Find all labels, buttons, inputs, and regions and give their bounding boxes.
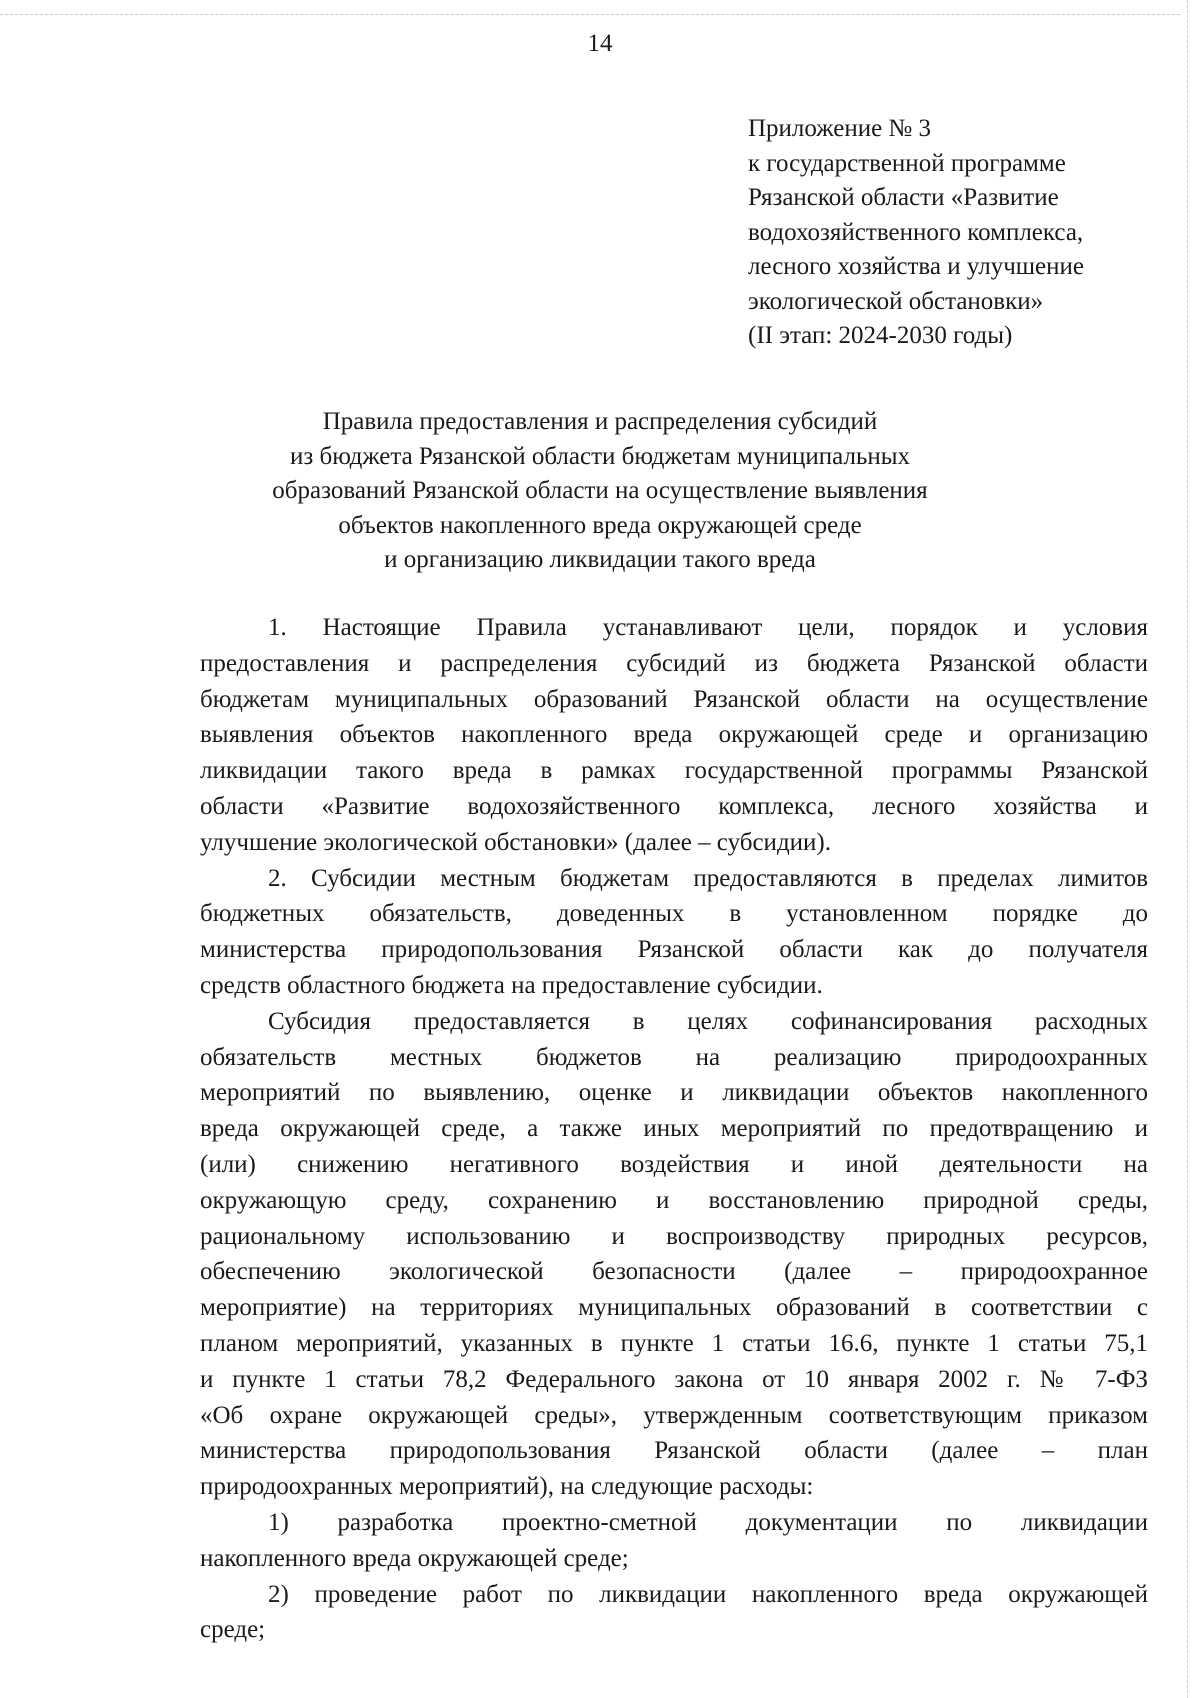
scan-edge-top [0,14,1180,15]
paragraph-1-line: бюджетам муниципальных образований Рязанской области на осуществление [200,685,1148,713]
title-line: образований Рязанской области на осуществление выявления [272,477,928,504]
title-line: объектов накопленного вреда окружающей среде [338,511,862,539]
paragraph-3-line: «Об охране окружающей среды», утвержденным соответствующим приказом [200,1401,1148,1429]
appendix-line: лесного хозяйства и улучшение [748,253,1084,280]
body-text [200,610,1148,1648]
paragraph-2-line: 2. Субсидии местным бюджетам предоставляются в пределах лимитов [268,864,1148,892]
page-number: 14 [587,30,613,57]
paragraph-3-line: министерства природопользования Рязанской области (далее – план [200,1437,1148,1465]
document-title [200,405,1000,578]
paragraph-1-line: области «Развитие водохозяйственного комплекса, лесного хозяйства и [200,792,1148,820]
paragraph-3-line: и пункте 1 статьи 78,2 Федерального закона от 10 января 2002 г. № 7-ФЗ [200,1365,1148,1393]
appendix-line: экологической обстановки» [748,287,1044,315]
appendix-header [748,112,1168,354]
appendix-line: (II этап: 2024-2030 годы) [748,322,1013,349]
paragraph-1-line: предоставления и распределения субсидий из бюджета Рязанской области [200,649,1148,677]
appendix-line: к государственной программе [748,149,1066,177]
list-item-1-line: накопленного вреда окружающей среде; [200,1544,629,1572]
title-line: Правила предоставления и распределения субсидий [322,408,878,435]
paragraph-3-line: мероприятие) на территориях муниципальных образований в соответствии с [200,1294,1148,1322]
appendix-line: Рязанской области «Развитие [748,184,1059,211]
paragraph-2-line: министерства природопользования Рязанской области как до получателя [200,936,1148,964]
paragraph-2-line: бюджетных обязательств, доведенных в установленном порядке до [200,900,1148,928]
paragraph-3-line: планом мероприятий, указанных в пункте 1 статьи 16.6, пункте 1 статьи 75,1 [200,1329,1148,1357]
paragraph-1-line: выявления объектов накопленного вреда окружающей среде и организацию [200,721,1148,749]
list-item-2-line: 2) проведение работ по ликвидации накопленного вреда окружающей [268,1580,1148,1608]
paragraph-3-line: Субсидия предоставляется в целях софинансирования расходных [268,1007,1148,1035]
paragraph-2-line: средств областного бюджета на предоставление субсидии. [200,971,823,999]
paragraph-3-line: (или) снижению негативного воздействия и иной деятельности на [200,1150,1148,1178]
list-item-1-line: 1) разработка проектно-сметной документации по ликвидации [268,1508,1148,1536]
paragraph-1-line: ликвидации такого вреда в рамках государственной программы Рязанской [200,757,1148,785]
paragraph-3-line: природоохранных мероприятий), на следующие расходы: [200,1473,814,1501]
paragraph-3-line: обеспечению экологической безопасности (далее – природоохранное [200,1258,1148,1286]
paragraph-3-line: обязательств местных бюджетов на реализацию природоохранных [200,1043,1148,1071]
appendix-line: Приложение № 3 [748,115,932,142]
paragraph-3-line: окружающую среду, сохранению и восстановлению природной среды, [200,1186,1148,1214]
paragraph-1-line: 1. Настоящие Правила устанавливают цели, порядок и условия [268,614,1148,641]
title-line: из бюджета Рязанской области бюджетам муниципальных [289,442,911,470]
paragraph-1-line: улучшение экологической обстановки» (далее – субсидии). [200,828,831,856]
paragraph-3-line: вреда окружающей среде, а также иных мероприятий по предотвращению и [200,1115,1148,1143]
list-item-2-line: среде; [200,1616,266,1644]
title-line: и организацию ликвидации такого вреда [384,546,816,573]
scan-edge-right [1187,0,1188,1698]
paragraph-3-line: мероприятий по выявлению, оценке и ликвидации объектов накопленного [200,1079,1148,1107]
appendix-line: водохозяйственного комплекса, [748,218,1084,246]
paragraph-3-line: рациональному использованию и воспроизводству природных ресурсов, [200,1222,1148,1250]
